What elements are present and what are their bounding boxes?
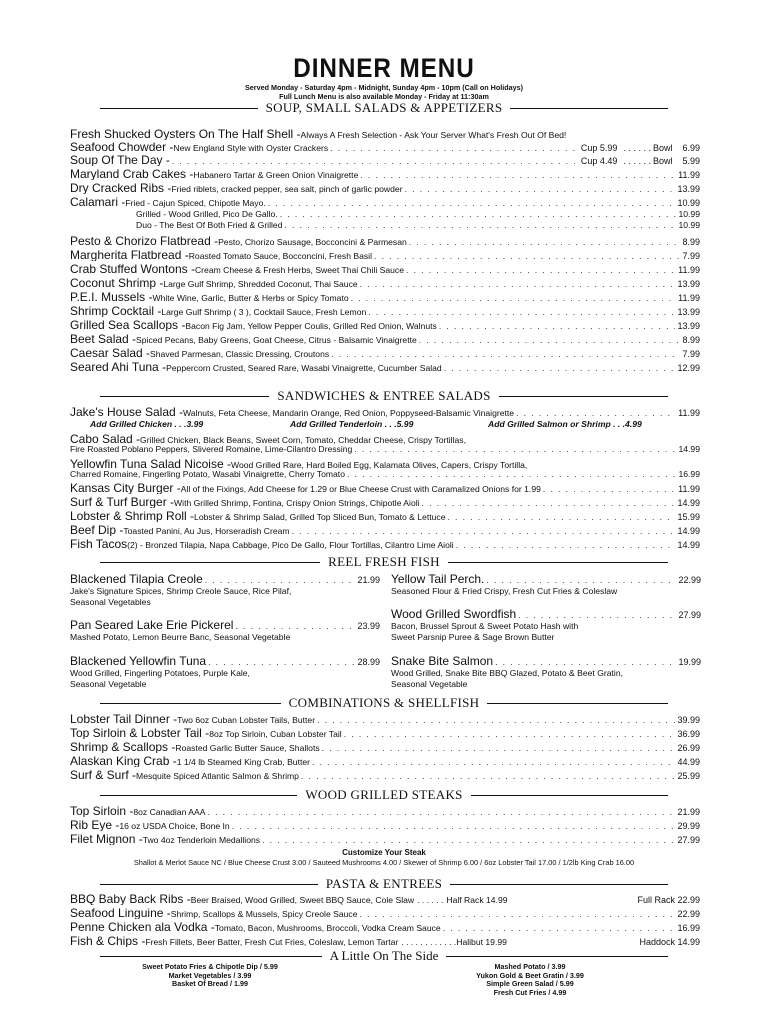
menu-item: Shrimp Cocktail - Large Gulf Shrimp ( 3 ), Cocktail Sauce, Fresh Lemon . . . 13.99: [70, 304, 700, 317]
section-heading-combinations: COMBINATIONS & SHELLFISH: [100, 696, 668, 710]
menu-item-fish-chips: Fish & Chips - Fresh Fillets, Beer Batter, Fresh Cut Fries, Coleslaw, Lemon Tartar . . . . . . . . . . . . Halibut 19.99 Haddock 14.99: [70, 934, 700, 947]
section-heading-soup: SOUP, SMALL SALADS & APPETIZERS: [100, 101, 668, 115]
fish-item-pickerel: Pan Seared Lake Erie Pickerel . . . 23.99 Mashed Potato, Lemon Beurre Banc, Seasonal Vegetable: [70, 618, 380, 643]
menu-item: Calamari - Fried - Cajun Spiced, Chipotle Mayo. . . . 10.99: [70, 195, 700, 208]
menu-item: Caesar Salad - Shaved Parmesan, Classic Dressing, Croutons . . . 7.99: [70, 346, 700, 359]
steak-options: Shallot & Merlot Sauce NC / Blue Cheese Crust 3.00 / Sauteed Mushrooms 4.00 / Skewer of Shrimp 6.00 / 6oz Lobster Tail 17.00 / 1/2lb King Crab 16.00: [133, 858, 635, 867]
menu-item: P.E.I. Mussels - White Wine, Garlic, Butter & Herbs or Spicy Tomato . . . 11.99: [70, 290, 700, 303]
menu-item: Fish Tacos (2) - Bronzed Tilapia, Napa Cabbage, Pico De Gallo, Flour Tortillas, Cilantro Lime Aioli . . . 14.99: [70, 537, 700, 550]
menu-item-chowder: Seafood Chowder - New England Style with Oyster Crackers . . . Cup 5.99 . . . . . . Bowl 6.99: [70, 140, 700, 153]
section-heading-steaks: WOOD GRILLED STEAKS: [100, 788, 668, 802]
customize-steak-heading: Customize Your Steak: [342, 848, 426, 857]
menu-item-jakes-salad: Jake's House Salad - Walnuts, Feta Cheese, Mandarin Orange, Red Onion, Poppyseed-Balsamic Vinaigrette . . . 11.99: [70, 405, 700, 418]
menu-item: Lobster Tail Dinner - Two 6oz Cuban Lobster Tails, Butter . . . 39.99: [70, 712, 700, 725]
menu-item: Filet Mignon - Two 4oz Tenderloin Medallions . . . 27.99: [70, 832, 700, 845]
menu-item: Beef Dip - Toasted Panini, Au Jus, Horseradish Cream . . . 14.99: [70, 523, 700, 536]
menu-item: Surf & Turf Burger - With Grilled Shrimp, Fontina, Crispy Onion Strings, Chipotle Aioli . . . 14.99: [70, 495, 700, 508]
menu-item: Alaskan King Crab - 1 1/4 lb Steamed King Crab, Butter . . . 44.99: [70, 754, 700, 767]
menu-item: Shrimp & Scallops - Roasted Garlic Butter Sauce, Shallots . . . 26.99: [70, 740, 700, 753]
lunch-note: Full Lunch Menu is also available Monday - Friday at 11:30am: [279, 92, 489, 101]
calamari-duo: Duo - The Best Of Both Fried & Grilled . . . 10.99: [136, 220, 700, 231]
sides-left-list: [80, 963, 340, 989]
menu-item-bbq-ribs: BBQ Baby Back Ribs - Beer Braised, Wood Grilled, Sweet BBQ Sauce, Cole Slaw . . . . . . Half Rack 14.99 Full Rack 22.99: [70, 892, 700, 905]
menu-item: Kansas City Burger - All of the Fixings, Add Cheese for 1.29 or Blue Cheese Crust with Caramalized Onions for 1.99 . . . 11.99: [70, 481, 700, 494]
menu-item: Pesto & Chorizo Flatbread - Pesto, Chorizo Sausage, Bocconcini & Parmesan . . . 8.99: [70, 234, 700, 247]
menu-item: Margherita Flatbread - Roasted Tomato Sauce, Bocconcini, Fresh Basil . . . 7.99: [70, 248, 700, 261]
menu-item-soup-of-day: Soup Of The Day - . . . Cup 4.49 . . . . . . Bowl 5.99: [70, 153, 700, 166]
calamari-grilled: Grilled - Wood Grilled, Pico De Gallo. . . . 10.99: [136, 209, 700, 220]
nicoise-cont: Charred Romaine, Fingerling Potato, Wasabi Vinaigrette, Cherry Tomato . . . 16.99: [70, 469, 700, 481]
menu-item: Penne Chicken ala Vodka - Tomato, Bacon, Mushrooms, Broccoli, Vodka Cream Sauce . . . 16.99: [70, 920, 700, 933]
menu-item-oysters: Fresh Shucked Oysters On The Half Shell - Always A Fresh Selection - Ask Your Server What's Fresh Out Of Bed!: [70, 127, 567, 140]
side-item: Fresh Cut Fries / 4.99: [493, 987, 567, 997]
fish-item-perch: Yellow Tail Perch. . . . 22.99 Seasoned Flour & Fried Crispy, Fresh Cut Fries & Coleslaw: [391, 572, 701, 597]
section-heading-fish: REEL FRESH FISH: [100, 555, 668, 569]
side-item: Market Vegetables / 3.99: [168, 970, 252, 980]
section-heading-pasta: PASTA & ENTREES: [100, 877, 668, 891]
fish-item-yellowfin: Blackened Yellowfin Tuna . . . 28.99 Wood Grilled, Fingerling Potatoes, Purple Kale, Seasonal Vegetable: [70, 654, 380, 690]
section-heading-sandwiches: SANDWICHES & ENTREE SALADS: [100, 389, 668, 403]
menu-item: Maryland Crab Cakes - Habanero Tartar & Green Onion Vinaigrette . . . 11.99: [70, 167, 700, 180]
menu-item: Surf & Surf - Mesquite Spiced Atlantic Salmon & Shrimp . . . 25.99: [70, 768, 700, 781]
side-item: Basket Of Bread / 1.99: [172, 979, 248, 988]
fish-item-salmon: Snake Bite Salmon . . . 19.99 Wood Grilled, Snake Bite BBQ Glazed, Potato & Beet Gratin, Seasonal Vegetable: [391, 654, 701, 690]
addon-chicken: Add Grilled Chicken . . .3.99: [90, 419, 204, 429]
menu-item: Top Sirloin & Lobster Tail - 8oz Top Sirloin, Cuban Lobster Tail . . . 36.99: [70, 726, 700, 739]
cabo-salad-cont: Fire Roasted Poblano Peppers, Slivered Romaine, Lime-Cilantro Dressing . . . 14.99: [70, 444, 700, 456]
menu-item: Beet Salad - Spiced Pecans, Baby Greens, Goat Cheese, Citrus - Balsamic Vinaigrette . . . 8.99: [70, 332, 700, 345]
menu-item: Lobster & Shrimp Roll - Lobster & Shrimp Salad, Grilled Top Sliced Bun, Tomato & Lettuce . . . 15.99: [70, 509, 700, 522]
side-item: Simple Green Salad / 5.99: [486, 979, 574, 988]
menu-item: Crab Stuffed Wontons - Cream Cheese & Fresh Herbs, Sweet Thai Chili Sauce . . . 11.99: [70, 262, 700, 275]
menu-item: Dry Cracked Ribs - Fried riblets, cracked pepper, sea salt, pinch of garlic powder . . . 13.99: [70, 181, 700, 194]
addon-salmon-shrimp: Add Grilled Salmon or Shrimp . . .4.99: [488, 419, 642, 429]
menu-title: DINNER MENU: [293, 53, 475, 83]
addon-tenderloin: Add Grilled Tenderloin . . .5.99: [290, 419, 414, 429]
side-item: Yukon Gold & Beet Gratin / 3.99: [476, 970, 584, 980]
menu-item: Coconut Shrimp - Large Gulf Shrimp, Shredded Coconut, Thai Sauce . . . 13.99: [70, 276, 700, 289]
menu-item-nicoise: Yellowfin Tuna Salad Nicoise - Wood Grilled Rare, Hard Boiled Egg, Kalamata Olives, Capers, Crispy Tortilla,: [70, 457, 528, 470]
side-item: Mashed Potato / 3.99: [494, 962, 566, 971]
menu-item: Rib Eye - 16 oz USDA Choice, Bone In . . . 29.99: [70, 818, 700, 831]
menu-item: Seared Ahi Tuna - Peppercorn Crusted, Seared Rare, Wasabi Vinaigrette, Cucumber Salad . . . 12.99: [70, 360, 700, 373]
menu-item: Grilled Sea Scallops - Bacon Fig Jam, Yellow Pepper Coulis, Grilled Red Onion, Walnuts . . . 13.99: [70, 318, 700, 331]
fish-item-swordfish: Wood Grilled Swordfish . . . 27.99 Bacon, Brussel Sprout & Sweet Potato Hash with Sweet Parsnip Puree & Sage Brown Butter: [391, 607, 701, 643]
side-item: Sweet Potato Fries & Chipotle Dip / 5.99: [142, 962, 278, 971]
hours-note: Served Monday - Saturday 4pm - Midnight, Sunday 4pm - 10pm (Call on Holidays): [245, 83, 523, 92]
fish-item-tilapia: Blackened Tilapia Creole . . . 21.99 Jake's Signature Spices, Shrimp Creole Sauce, Rice Pilaf, Seasonal Vegetables: [70, 572, 380, 608]
menu-item: Seafood Linguine - Shrimp, Scallops & Mussels, Spicy Creole Sauce . . . 22.99: [70, 906, 700, 919]
menu-item: Top Sirloin - 8oz Canadian AAA . . . 21.99: [70, 804, 700, 817]
section-heading-sides: A Little On The Side: [100, 949, 668, 963]
menu-item-cabo-salad: Cabo Salad - Grilled Chicken, Black Beans, Sweet Corn, Tomato, Cheddar Cheese, Crispy Tortillas,: [70, 432, 466, 445]
sides-right-list: [400, 963, 660, 997]
